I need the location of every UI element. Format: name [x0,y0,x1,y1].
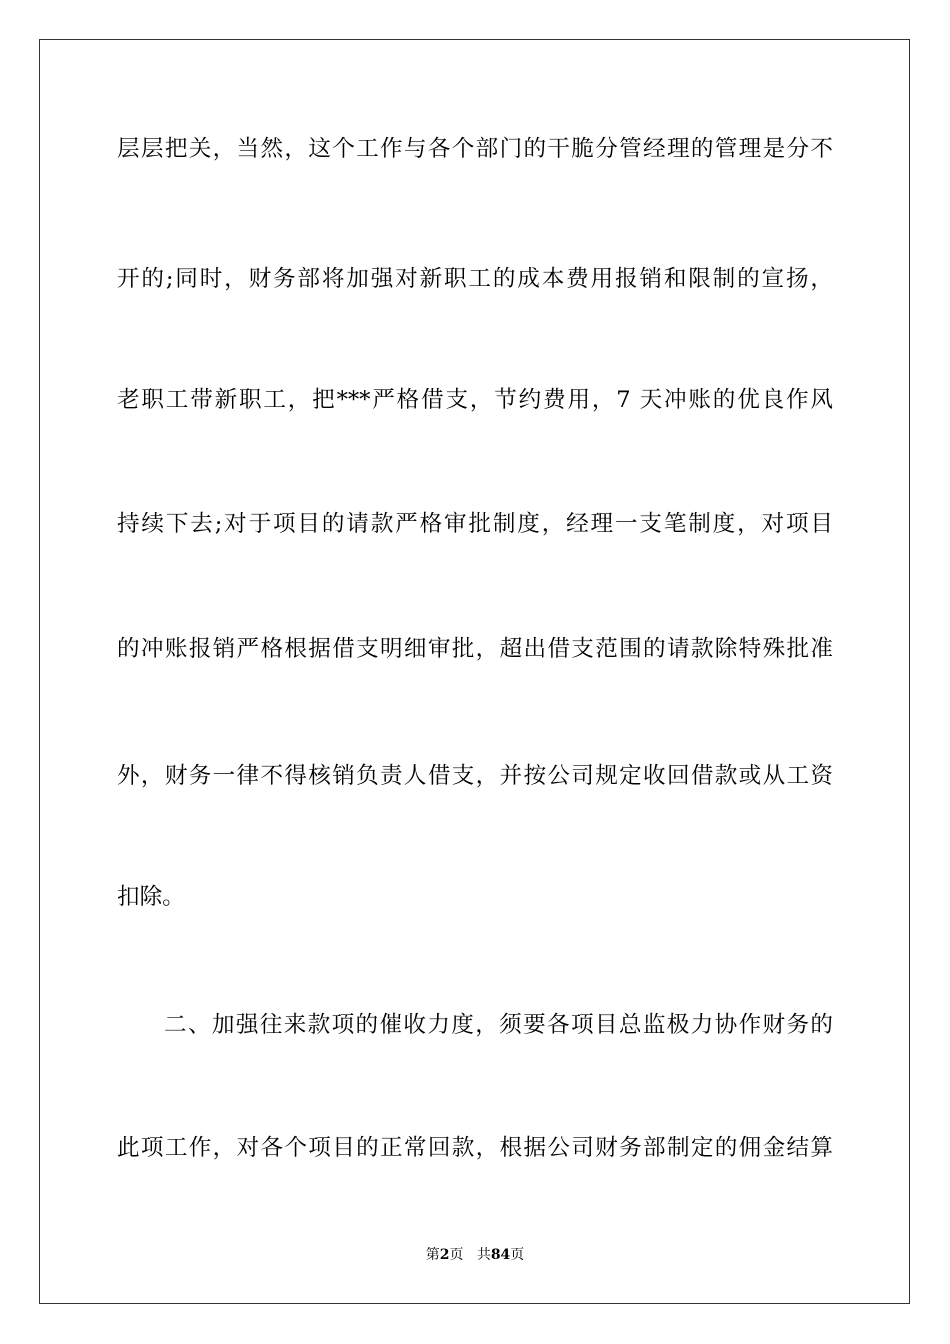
text-line: 扣除。 [117,884,185,910]
text-line: 持续下去;对于项目的请款严格审批制度，经理一支笔制度，对项目 [117,511,833,537]
text-line: 老职工带新职工，把***严格借支，节约费用，7 天冲账的优良作风 [117,387,833,413]
total-suffix: 页 [510,1247,525,1263]
total-pages: 84 [490,1247,511,1263]
page-number: 2 [439,1247,450,1263]
page-border [39,39,910,1304]
page-suffix: 页 [449,1247,464,1263]
page-footer [0,1245,950,1265]
paragraph-start-line: 二、加强往来款项的催收力度，须要各项目总监极力协作财务的 [164,1012,833,1038]
text-line: 此项工作，对各个项目的正常回款，根据公司财务部制定的佣金结算 [117,1135,833,1161]
total-prefix: 共 [476,1247,491,1263]
text-line: 的冲账报销严格根据借支明细审批，超出借支范围的请款除特殊批准 [117,636,833,662]
page-prefix: 第 [425,1247,440,1263]
text-line: 开的;同时，财务部将加强对新职工的成本费用报销和限制的宣扬， [117,266,833,292]
text-line: 外，财务一律不得核销负责人借支，并按公司规定收回借款或从工资 [117,763,833,789]
text-line: 层层把关，当然，这个工作与各个部门的干脆分管经理的管理是分不 [117,136,833,162]
